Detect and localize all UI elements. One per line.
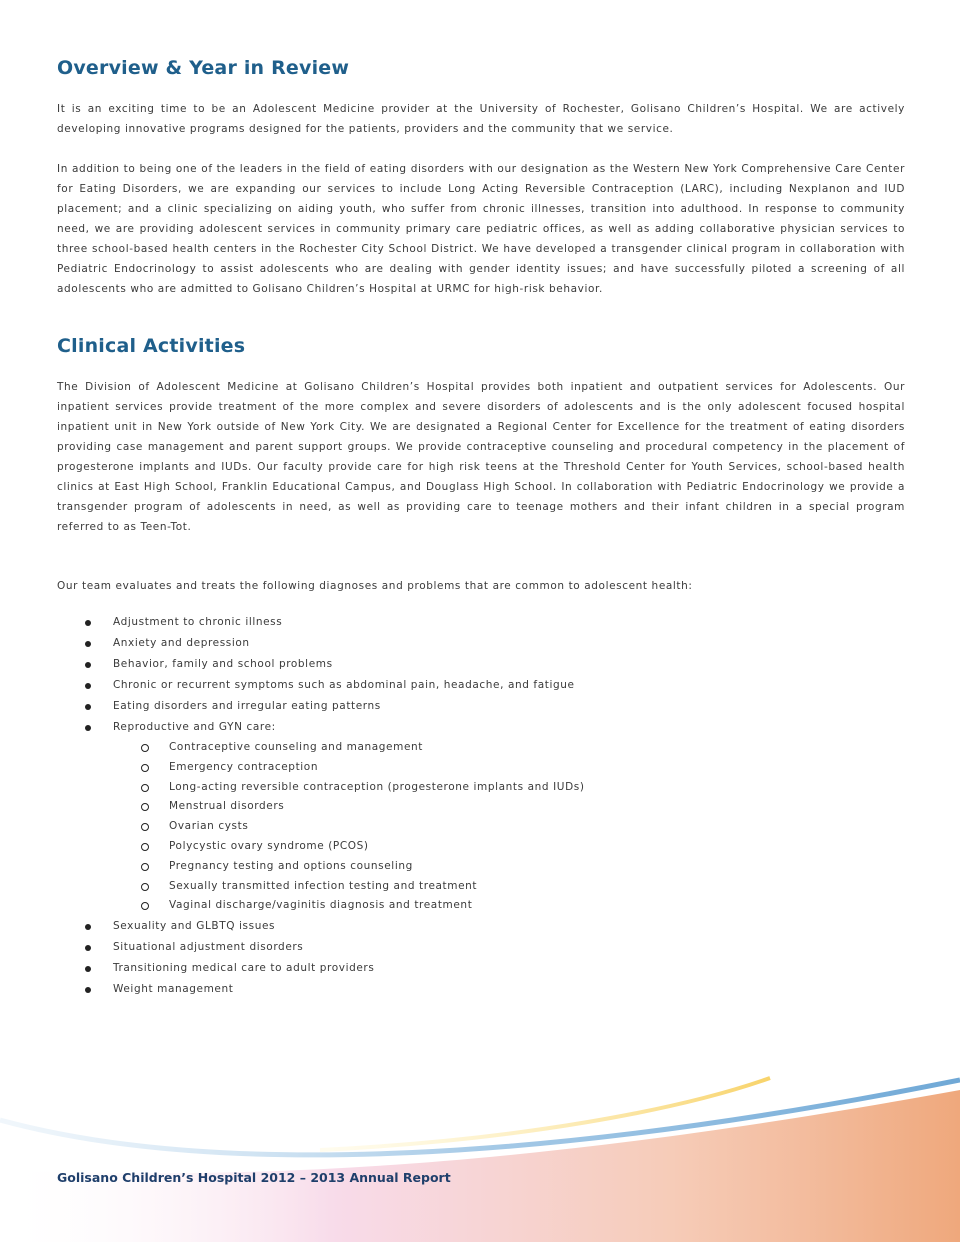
list-item: Anxiety and depression (85, 633, 865, 654)
clinical-paragraph: The Division of Adolescent Medicine at Golisano Children’s Hospital provides both inpatient and outpatient services for Adolescents. Our inpatient services provide treatment of the more complex and severe disorders of adolescents and is the only adolescent focused hospital inpatient unit in New York outside of New York City. We are designated a Regional Center for Excellence for the treatment of eating disorders providing case management and parent support groups. We provide contraceptive counseling and procedural competency in the placement of progesterone implants and IUDs. Our faculty provide care for high risk teens at the Threshold Center for Youth Services, school-based health clinics at East High School, Franklin Educational Campus, and Douglass High School. In collaboration with Pediatric Endocrinology we provide a transgender program of adolescents in need, as well as providing care to teenage mothers and their infant children in a special program referred to as Teen-Tot. (57, 381, 905, 533)
sub-bullet-icon (141, 784, 149, 792)
list-item: Situational adjustment disorders (85, 937, 865, 958)
list-item: Sexuality and GLBTQ issues (85, 916, 865, 937)
sub-bullet-icon (141, 823, 149, 831)
diagnoses-list (85, 612, 865, 1000)
reproductive-sublist (113, 738, 865, 916)
sub-list-item: Pregnancy testing and options counseling (141, 857, 865, 877)
sub-list-item: Menstrual disorders (141, 797, 865, 817)
sub-list-item: Sexually transmitted infection testing and treatment (141, 877, 865, 897)
list-item: Behavior, family and school problems (85, 654, 865, 675)
list-item: Weight management (85, 979, 865, 1000)
sub-list-item: Contraceptive counseling and management (141, 738, 865, 758)
sub-list-item: Long-acting reversible contraception (progesterone implants and IUDs) (141, 778, 865, 798)
footer-title: Golisano Children’s Hospital 2012 – 2013 Annual Report (57, 1170, 451, 1185)
bullet-icon (85, 966, 91, 972)
sub-list-item: Vaginal discharge/vaginitis diagnosis and treatment (141, 896, 865, 916)
sub-bullet-icon (141, 843, 149, 851)
list-item: Eating disorders and irregular eating patterns (85, 696, 865, 717)
list-item: Chronic or recurrent symptoms such as abdominal pain, headache, and fatigue (85, 675, 865, 696)
overview-paragraph-2: In addition to being one of the leaders in the field of eating disorders with our designation as the Western New York Comprehensive Care Center for Eating Disorders, we are expanding our services to include Long Acting Reversible Contraception (LARC), including Nexplanon and IUD placement; and a clinic specializing on aiding youth, who suffer from chronic illnesses, transition into adulthood. In response to community need, we are providing adolescent services in community primary care pediatric offices, as well as adding collaborative physician services to three school-based health centers in the Rochester City School District. We have developed a transgender clinical program in collaboration with Pediatric Endocrinology to assist adolescents who are dealing with gender identity issues; and have successfully piloted a screening of all adolescents who are admitted to Golisano Children’s Hospital at URMC for high-risk behavior. (57, 163, 905, 295)
sub-bullet-icon (141, 764, 149, 772)
sub-bullet-icon (141, 883, 149, 891)
sub-list-item: Polycystic ovary syndrome (PCOS) (141, 837, 865, 857)
bullet-icon (85, 987, 91, 993)
bullet-icon (85, 704, 91, 710)
diagnoses-intro: Our team evaluates and treats the following diagnoses and problems that are common to adolescent health: (57, 580, 693, 592)
bullet-icon (85, 725, 91, 731)
sub-bullet-icon (141, 803, 149, 811)
overview-paragraph-1: It is an exciting time to be an Adolescent Medicine provider at the University of Rochester, Golisano Children’s Hospital. We are actively developing innovative programs designed for the patients, providers and the community that we service. (57, 103, 905, 135)
bullet-icon (85, 683, 91, 689)
heading-overview: Overview & Year in Review (57, 57, 350, 79)
bullet-icon (85, 662, 91, 668)
sub-bullet-icon (141, 863, 149, 871)
bullet-icon (85, 641, 91, 647)
bullet-icon (85, 945, 91, 951)
bullet-icon (85, 620, 91, 626)
list-item: Adjustment to chronic illness (85, 612, 865, 633)
list-item: Transitioning medical care to adult providers (85, 958, 865, 979)
sub-bullet-icon (141, 744, 149, 752)
sub-bullet-icon (141, 902, 149, 910)
sub-list-item: Ovarian cysts (141, 817, 865, 837)
heading-clinical-activities: Clinical Activities (57, 335, 246, 357)
sub-list-item: Emergency contraception (141, 758, 865, 778)
bullet-icon (85, 924, 91, 930)
list-item: Reproductive and GYN care: Contraceptive counseling and management Emergency contraception Long-acting reversible contraception (progesterone implants and IUDs) Menstrual disorders Ovarian cysts Polycystic ovary syndrome (PCOS) Pregnancy testing and options counseling Sexually transmitted infection testing and treatment Vaginal discharge/vaginitis diagnosis and treatment (85, 717, 865, 916)
footer-swoosh-graphic (0, 1060, 960, 1242)
pink-swoosh-band (0, 1090, 960, 1242)
